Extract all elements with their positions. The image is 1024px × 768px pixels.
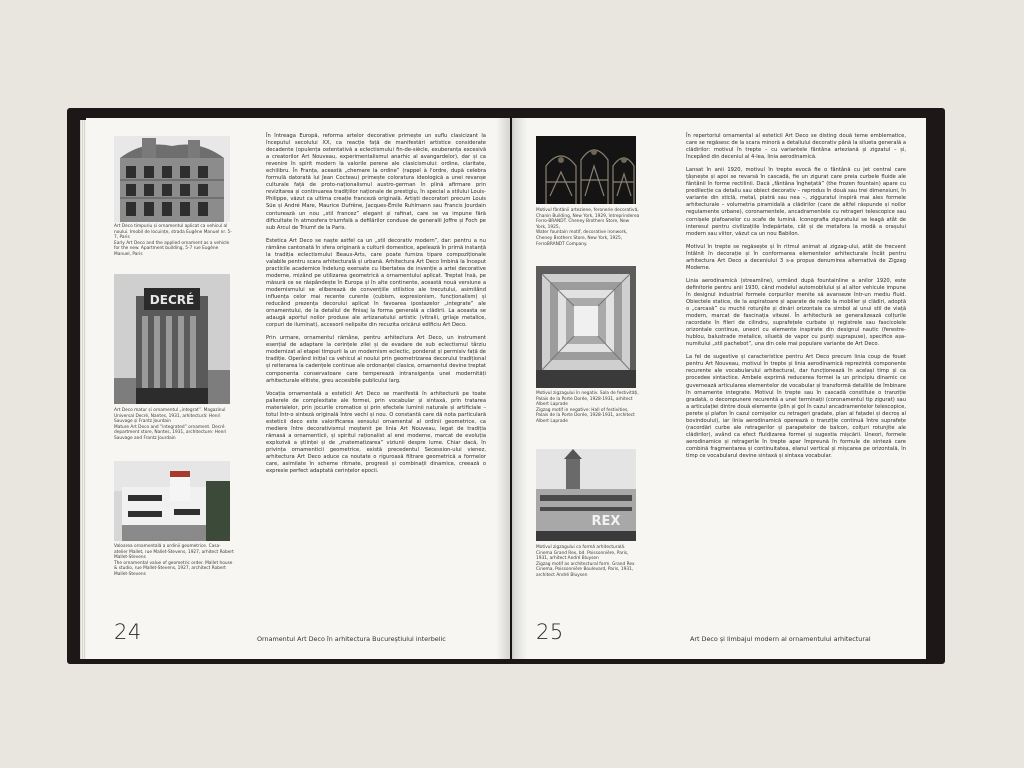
caption-en: Zigzag motif as architectural form. Grand Rex Cinema, Poissonnière Boulevard, Paris, 1931, architect André Bluysen: [536, 561, 635, 578]
store-photo: [114, 274, 230, 404]
paragraph: Linia aerodinamică (streamline), urmând după fountainline a anilor 1920, este definitorie pentru anii 1930, când modelul automobilului și al altor vehicule impune în designul industrial formele corpurilor menite să avanseze într-un mediu fluid. Obiectele statice, de la aspiratoare și aparate de radio la mobilier și clădiri, adoptă o „carcasă” cu muchii rotunjite și dinări orizontale ca simbol al unui stil de viață modern, marcat de fascinația vitezei. În arhitectură se generalizează colțurile racordate în fileri de cilindru, suprafețele curbate și registrele sau fascicolele orizontale continue, uneori cu elemente inspirate din designul nautic (ferestre-hublou, balustrade metalice, siluetă de vapor cu punți suprapuse), specifice așa-numitului „stil pachebot”, una din cele mai populare variante de Art Deco.: [686, 277, 906, 348]
cinema-photo-icon: [536, 449, 636, 541]
running-title: Ornamentul Art Deco în arhitectura Bucureștiului interbelic: [257, 635, 446, 643]
cinema-photo: [536, 449, 636, 541]
caption-en: Early Art Deco and the applied ornament as a vehicle for the new. Apartment building, 5-7 rue Eugène Manuel, Paris: [114, 240, 230, 257]
paragraph: În repertoriul ornamental al esteticii Art Deco se disting două teme emblematice, care se regăsesc de la scara minoră a detaliului decorativ până la silueta generală a clădirilor: motivul în trepte – cu variantele fântâna arteziană și zigzatul – și, începând din deceniul al 4-lea, linia aerodinamică.: [686, 133, 906, 161]
figure-caption-1: [114, 224, 234, 258]
caption-en: The ornamental value of geometric order. Mallet house & studio, rue Mallet-Stevens, 1927, architect Robert Mallet-Stevens: [114, 560, 233, 577]
right-page: [512, 118, 926, 659]
paragraph: În întreaga Europă, reforma artelor decorative primește un suflu clasicizant la începutul secolului XX, ca reacție față de manifestări artistice considerate decadente (opulența ostentativă a eclectismului fin-de-siècle, exuberanța excesivă a creatorilor Art Nouveau, experimentalismul anarhic al avangardelor), dar și ca revenire în spirit modern la valorile perene ale clasicismului: ordine, claritate, echilibru. În Franța, această „chemare la ordine” (rappel à l'ordre, după celebra formulă datorată lui Jean Cocteau) primește coloratura ideologică a unei revanșe culturale față de proto-naționalismul austro-german în plină afirmare prin revizitarea și continuarea tradițiilor naționale de prestigiu, în special a stilului Louis-Philippe, văzut ca ultima creație franceză originală. Artiști decoratori precum Louis Süe și André Mare, Maurice Dufrêne, Jacques-Émile Ruhlmann sau Francis Jourdain contureazã un nou „stil francez” elegant și rafinat, care se va impune fără dificultate în atmosfera triumfală a defilărilor conduse de generalii Joffre și Foch pe sub Arcul de Triumf de la Paris.: [266, 133, 486, 231]
paragraph: Prin urmare, ornamentul rămâne, pentru arhitectura Art Deco, un instrument esențial de adaptare la cerințele zilei și de evadare de sub eclectismul târziu modernizat al etapei timpurii la un modernism eclectic, ponderat și permisiv față de tradiție. Operând inițial ca vehicul al noului prin geometrizarea decorului tradițional și reiterarea la cadențele continue ale ordonanței clasice, ornamentul devine treptat componenta conservatoare care temperează intransigența unei modernități arhitecturale elitiste, greu accesibile publicului larg.: [266, 335, 486, 384]
book-gutter: [496, 118, 528, 659]
caption-ro: Art Deco matur și ornamentul „integrat”. Magazinul Universal Decré, Nantes, 1931, arhitectură: Henri Sauvage și Frantz Jourdain: [114, 408, 226, 425]
store-photo-icon: [114, 274, 230, 404]
paragraph: Lansat în anii 1920, motivul în trepte evocă fie o fântână cu jet central care țâșnește și apoi se revarsă în cascadă, fie un zigurat care preia curbele fluide ale fântânii în forme rectilinii. Dacă „fântâna înghețată” (the frozen fountain) apare cu predilecție ca detaliu sau obiect decorativ – reprodus în două sau trei dimensiuni, în variante din sticlă, metal, piatră sau nea –, zigguratul inspiră mai ales formele arhitecturale – volumetria piramidală a clădirilor (care de altfel răspunde și noilor regulamente urbane), coronamentele, ancadramentele cu retrageri telescopice sau cornișele plafoanelor cu scafe de lumină. Iconografia ziguratului se leagă atât de interesul pentru civilizațiile îndepărtate, cât și de metafora la modă a orașului modern sau viitor, văzut ca un nou Babilon.: [686, 167, 906, 237]
caption-ro: Art Deco timpuriu și ornamentul aplicat ca vehicul al noului. Imobil de locuințe, stradа Eugène Manuel nr. 5-7, Paris: [114, 224, 232, 241]
paragraph: Vocația ornamentală a esteticii Art Deco se manifestă în arhitectură pe toate palierele de complexitate ale formei, prin vocabular și sintaxă, prin tratarea materialelor, prin jocurile cromatice și prin efectele luminii naturale și artificiale – totul într-o sinteză originală între vechi și nou. O constantă care dă nota particulară esteticii deco este valorificarea sensului ornamental al ordinii geometrice, ca mediere între decorativismul moștenit pe linia Art Nouveau, legat de tradiția rămasă a ornamenticii, și spiritul raționalist al erei moderne, marcat de evoluția explozivă a științei și de „matematizarea” viziunii despre lume. Chiar dacă, în privința ornamenticii geometrice, există precedentul Secession-ului vienez, arhitectura Art Deco aduce ca noutate o riguroasă filtrare geometrică a formelor care, asimilate în scheme ritmate, progresii și combinații dinamice, creează o expresie perfect adaptată cerințelor epocii.: [266, 390, 486, 475]
left-page: [86, 118, 510, 659]
page-number: 24: [114, 620, 142, 644]
figure-caption-6: [536, 545, 640, 579]
left-text-column: [266, 133, 486, 475]
villa-photo-icon: [114, 461, 230, 541]
caption-ro: Motivul zigzagului în negativ. Sala de festivități, Palais de la Porte Dorée, 1928-1931, arhitect Albert Laprade: [536, 391, 639, 408]
right-text-column: [686, 133, 906, 460]
figure-caption-2: [114, 408, 234, 442]
paragraph: La fel de sugestive și caracteristice pentru Art Deco precum linia coup de fouet pentru Art Nouveau, motivul în trepte și linia aerodinamică reprezintă componente recurente ale vocabularului arhitectural, dar funcționează în același timp și ca procedee sintactice. Ambele exprimă reducerea formei la un principiu dinamic ce guvernează articularea elementelor de vocabular și transformă detaliile de îmbinare în ornamente integrate. Motivul în trepte sau în cascadă constituie o tranziție gradată, o decompunere recurentă a unei terminații (coronamentul tip zigurat) sau a articulației dintre două elemente (plin și gol în cazul ancadramentelor telescopice, perete și plafon în cazul cornișelor cu retrageri gradate, plan al fațadei și decroș al bovindoului), iar linia aerodinamică operează o tranziție continuă între suprafețe (racordări curbe ale retragerilor și parapetelor de balcon, colțuri rotunjite ale clădirilor), având ca efect fluidizarea formei și sugestia mișcării. Uneori, formele aerodinamice și retragerile în trepte apar împreună în formule de sinteză care combină fragmentarea și continuitatea, elanul vertical și mișcarea pe orizontală, în timp ce vocabularul devine sintaxă și sintaxa vocabular.: [686, 354, 906, 459]
running-title: Art Deco și limbajul modern al ornamentului arhitectural: [690, 635, 871, 643]
ironwork-photo-icon: [536, 136, 636, 204]
caption-ro: Motivul zigzagului ca formă arhitecturală. Cinema Grand Rex, bd. Poissonnière, Paris, 1931, arhitect André Bluysen: [536, 545, 629, 562]
cinema-sign-text: REX: [591, 514, 621, 529]
figure-caption-4: [536, 208, 640, 247]
villa-photo: [114, 461, 230, 541]
caption-ro: Valoarea ornamentală a ordinii geometrice. Casa-atelier Mallet, rue Mallet-Stevens, 1927, arhitect Robert Mallet-Stevens: [114, 544, 234, 561]
store-sign-text: DECRÉ: [149, 293, 195, 307]
figure-caption-5: [536, 391, 640, 425]
caption-en: Zigzag motif in negative: Hall of festivities, Palais de la Porte Dorée, 1928-1931, architect Albert Laprade: [536, 407, 635, 424]
paragraph: Estetica Art Deco se naște astfel ca un „stil decorativ modern”, dar: pentru a nu rămâne cantonată în sfera originară a culturii domestice, apelează în primă instanță la tradiția eclectismului Beaux-Arts, care poate furniza tipare compoziționale valabile pentru scara arhitecturală și urbană. Arhitectura Art Deco îmbină la început practicile academice îndelung exersate cu libertatea de invenție a artei decorative moderne, mizând pe utilizarea geometrică a ornamentului aplicat. Treptat însă, pe măsură ce se răspândește în Europa și în alte continente, această nouă versiune a modernismului se eliberează de convențiile stilistice ale trecutului, asimilând influența celor mai recente curente (cubism, expresionism, funcționalism) și reducând prezența decorului aplicat în favoarea ipostazelor „integrate” ale ornamentului, de la detaliul de finisaj la forma generală a clădirii. La aceasta se adaugă aportul noilor produse ale artizanatului artistic (vitralii, grilaje metalice, corpuri de iluminat), accesorii nelipsite din recuzita oricărui edificiu Art Deco.: [266, 237, 486, 329]
ironwork-photo: [536, 136, 636, 204]
caption-en: Water fountain motif, decorative ironwork, Cheney Brothers Store, New York, 1925, FerroBRANDT Company.: [536, 230, 628, 247]
paragraph: Motivul în trepte se regăsește și în ritmul animat al zigzag-ului, atât de frecvent întâlnit în decorație și în conformarea elementelor arhitecturale încât pentru arhitectura Art Deco a deceniului 3 s-a propus denumirea alternativă de Zigzag Moderne.: [686, 243, 906, 271]
ceiling-photo: [536, 266, 636, 388]
building-photo-icon: [114, 136, 230, 222]
building-photo: [114, 136, 230, 222]
caption-en: Mature Art Deco and “integrated” ornament. Decré department store, Nantes, 1931, architecture: Henri Sauvage and Frantz Jourdain: [114, 424, 227, 441]
ceiling-photo-icon: [536, 266, 636, 388]
figure-caption-3: [114, 544, 234, 578]
caption-ro: Motivul fântânii arteziene, feronerie decorativă, Chanin Building, New York, 1929, întreprinderea Ferro-BRANDT. Cheney Brothers Store, New York, 1925,: [536, 208, 640, 230]
page-number: 25: [536, 620, 564, 644]
